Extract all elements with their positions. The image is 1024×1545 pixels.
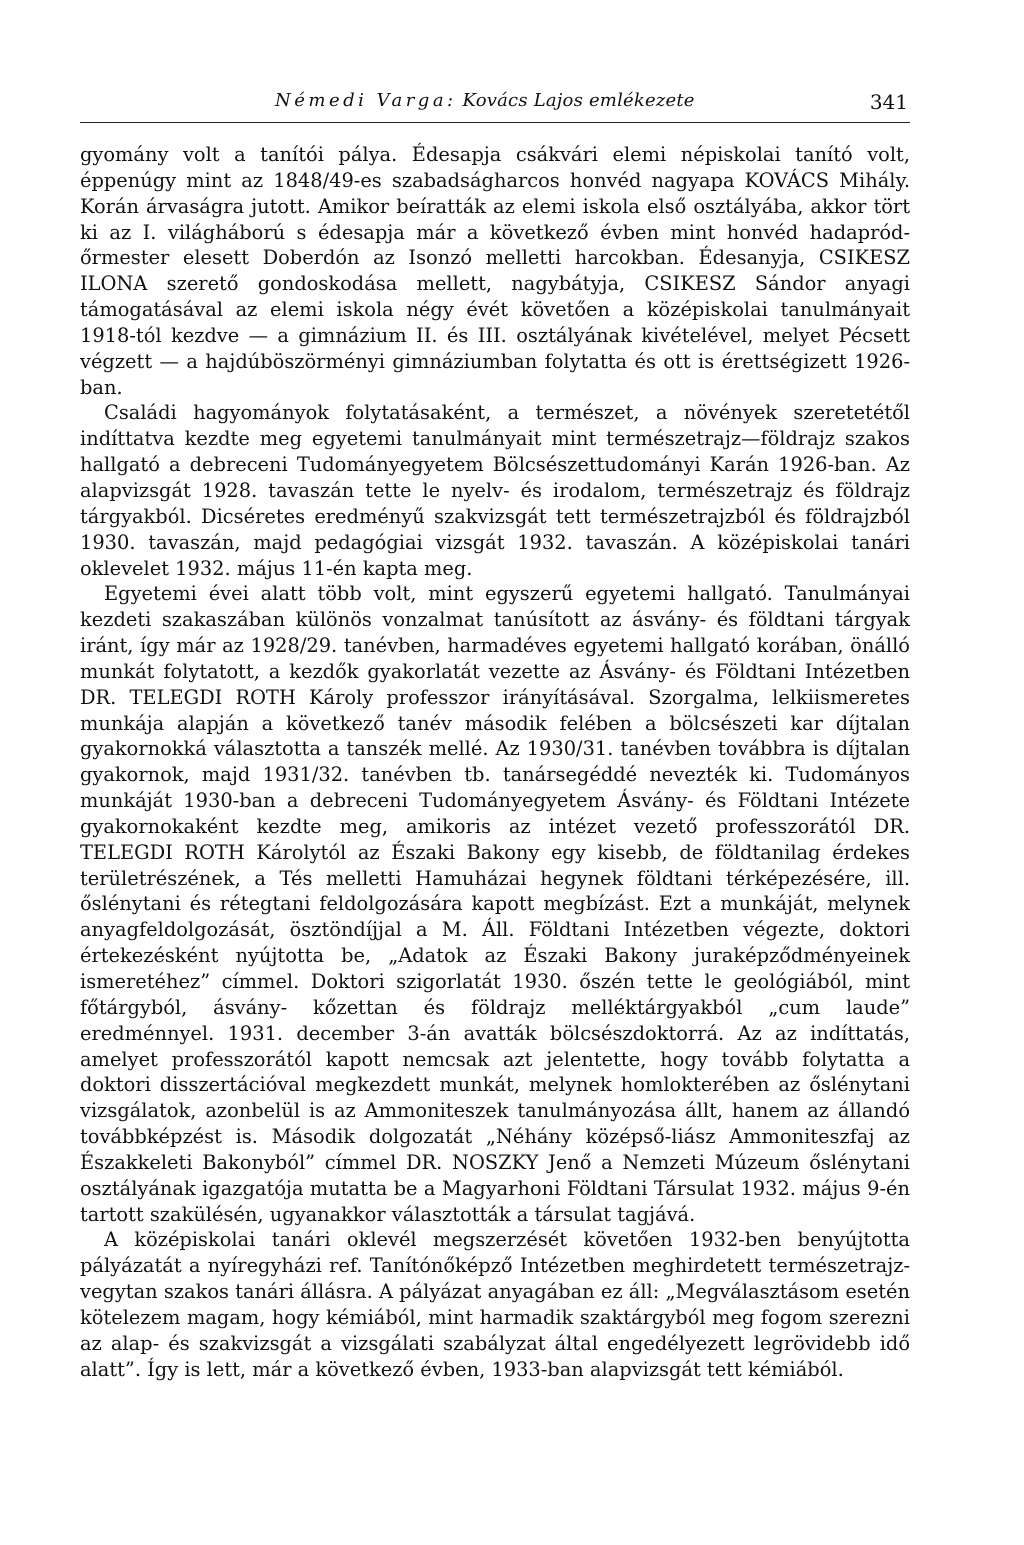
article-body: [80, 142, 910, 1383]
page-header: [80, 82, 910, 123]
paragraph: gyomány volt a tanítói pálya. Édesapja csákvári elemi népiskolai tanító volt, éppenúgy mint az 1848/49-es szabadságharcos honvéd nagyapa KOVÁCS Mihály. Korán árvaságra jutott. Amikor beíratták az elemi iskola első osztályába, akkor tört ki az I. világháború s édesapja már a következő évben mint honvéd hadapród-őrmester elesett Doberdón az Isonzó melletti harcokban. Édesanyja, CSIKESZ ILONA szerető gondoskodása mellett, nagybátyja, CSIKESZ Sándor anyagi támogatásával az elemi iskola négy évét követően a középiskolai tanulmányait 1918-tól kezdve — a gimnázium II. és III. osztályának kivételével, melyet Pécsett végzett — a hajdúböszörményi gimnáziumban folytatta és ott is érettségizett 1926-ban.: [80, 143, 910, 399]
paragraph: Családi hagyományok folytatásaként, a természet, a növények szeretetétől indíttatva kezdte meg egyetemi tanulmányait mint természetrajz—földrajz szakos hallgató a debreceni Tudományegyetem Bölcsészettudományi Karán 1926-ban. Az alapvizsgát 1928. tavaszán tette le nyelv- és irodalom, természetrajz és földrajz tárgyakból. Dicséretes eredményű szakvizsgát tett természetrajzból és földrajzból 1930. tavaszán, majd pedagógiai vizsgát 1932. tavaszán. A középiskolai tanári oklevelet 1932. május 11-én kapta meg.: [80, 401, 910, 580]
running-title-author: Némedi Varga:: [275, 90, 457, 111]
page-number: 341: [869, 90, 908, 114]
running-title-text: Kovács Lajos emlékezete: [456, 90, 695, 111]
running-title: [275, 90, 695, 111]
document-page: [80, 82, 910, 1383]
paragraph: Egyetemi évei alatt több volt, mint egyszerű egyetemi hallgató. Tanulmányai kezdeti szakaszában különös vonzalmat tanúsított az ásvány- és földtani tárgyak iránt, így már az 1928/29. tanévben, harmadéves egyetemi hallgató korában, önálló munkát folytatott, a kezdők gyakorlatát vezette az Ásvány- és Földtani Intézetben DR. TELEGDI ROTH Károly professzor irányításával. Szorgalma, lelkiismeretes munkája alapján a következő tanév második felében a bölcsészeti kar díjtalan gyakornokká választotta a tanszék mellé. Az 1930/31. tanévben továbbra is díjtalan gyakornok, majd 1931/32. tanévben tb. tanársegéddé nevezték ki. Tudományos munkáját 1930-ban a debreceni Tudományegyetem Ásvány- és Földtani Intézete gyakornokaként kezdte meg, amikoris az intézet vezető professzorától DR. TELEGDI ROTH Károlytól az Északi Bakony egy kisebb, de földtanilag érdekes területrészének, a Tés melletti Hamuházai hegynek földtani térképezésére, ill. őslénytani és rétegtani feldolgozására kapott megbízást. Ezt a munkáját, melynek anyagfeldolgozását, ösztöndíjjal a M. Áll. Földtani Intézetben végezte, doktori értekezésként nyújtotta be, „Adatok az Északi Bakony juraképződményeinek ismeretéhez” címmel. Doktori szigorlatát 1930. őszén tette le geológiából, mint főtárgyból, ásvány- kőzettan és földrajz melléktárgyakból „cum laude” eredménnyel. 1931. december 3-án avatták bölcsészdoktorrá. Az az indíttatás, amelyet professzorától kapott nemcsak azt jelentette, hogy tovább folytatta a doktori disszertációval megkezdett munkát, melynek homlokterében az őslénytani vizsgálatok, azonbelül is az Ammoniteszek tanulmányozása állt, hanem az állandó továbbképzést is. Második dolgozatát „Néhány középső-liász Ammoniteszfaj az Északkeleti Bakonyból” címmel DR. NOSZKY Jenő a Nemzeti Múzeum őslénytani osztályának igazgatója mutatta be a Magyarhoni Földtani Társulat 1932. május 9-én tartott szakülésén, ugyanakkor választották a társulat tagjává.: [80, 582, 910, 1226]
paragraph: A középiskolai tanári oklevél megszerzését követően 1932-ben benyújtotta pályázatát a nyíregyházi ref. Tanítónőképző Intézetben meghirdetett természetrajz-vegytan szakos tanári állásra. A pályázat anyagában ez áll: „Megválasztásom esetén kötelezem magam, hogy kémiából, mint harmadik szaktárgyból meg fogom szerezni az alap- és szakvizsgát a vizsgálati szabályzat által engedélyezett legrövidebb idő alatt”. Így is lett, már a következő évben, 1933-ban alapvizsgát tett kémiából.: [80, 1228, 910, 1381]
